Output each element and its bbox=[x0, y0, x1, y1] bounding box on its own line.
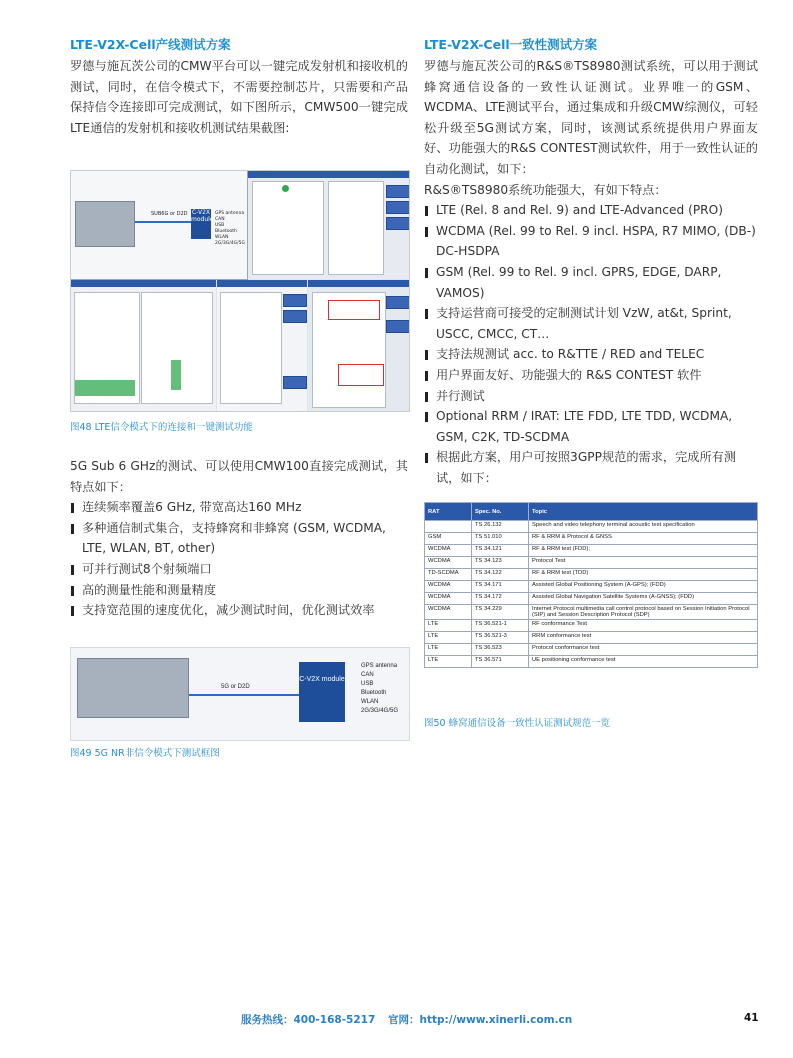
right-feature-item: Optional RRM / IRAT: LTE FDD, LTE TDD, WCDMA, GSM, C2K, TD-SCDMA bbox=[424, 406, 758, 447]
table-row bbox=[425, 569, 758, 581]
table-cell: TS 34.171 bbox=[472, 581, 529, 593]
fig49-module-label: C-V2X module bbox=[299, 676, 345, 683]
fig49-port-list bbox=[361, 662, 398, 716]
fig48-link-label: SUB6G or D2D bbox=[151, 211, 188, 217]
softkey bbox=[386, 217, 410, 230]
softkey bbox=[386, 320, 410, 333]
table-row bbox=[425, 533, 758, 545]
summary-panel bbox=[220, 292, 282, 404]
fig49-module bbox=[299, 662, 345, 722]
fig49-diagram bbox=[70, 647, 410, 741]
table-cell: TD-SCDMA bbox=[425, 569, 472, 581]
fig48-config-panel bbox=[248, 171, 409, 279]
left-feature-item: 支持宽范围的速度优化，减少测试时间，优化测试效率 bbox=[70, 600, 408, 621]
fig48-port: USB bbox=[215, 223, 225, 228]
fig48-module bbox=[191, 209, 214, 239]
table-cell: TS 51.010 bbox=[472, 533, 529, 545]
panel-header bbox=[248, 171, 409, 178]
footer-hotline: 服务热线：400-168-5217 bbox=[241, 1014, 376, 1026]
highlight-box bbox=[338, 364, 384, 386]
softkey bbox=[283, 376, 307, 389]
left-features-block bbox=[70, 456, 408, 621]
table-row bbox=[425, 593, 758, 605]
table-cell: LTE bbox=[425, 632, 472, 644]
fig48-caption: 图48 LTE信令模式下的连接和一键测试功能 bbox=[70, 422, 253, 433]
table-header-cell: RAT bbox=[425, 503, 472, 521]
table-cell: Assisted Global Positioning System (A-GPS); (FDD) bbox=[529, 581, 758, 593]
right-feature-item: 支持法规测试 acc. to R&TTE / RED and TELEC bbox=[424, 344, 758, 365]
table-cell: RF & RRM test (FDD); bbox=[529, 545, 758, 557]
spectrum-trace bbox=[75, 380, 135, 396]
table-cell: Speech and video telephony terminal acoustic test specification bbox=[529, 521, 758, 533]
fig49-link-label: 5G or D2D bbox=[221, 684, 250, 690]
fig48-port-list bbox=[215, 211, 245, 247]
table-row bbox=[425, 521, 758, 533]
page-number: 41 bbox=[744, 1012, 759, 1024]
table-cell: LTE bbox=[425, 644, 472, 656]
params-panel bbox=[328, 181, 384, 275]
fig49-port: 2G/3G/4G/5G bbox=[361, 708, 399, 714]
left-column bbox=[70, 36, 408, 138]
fig48-signal-panel bbox=[308, 280, 409, 411]
table-body bbox=[425, 521, 758, 668]
softkey bbox=[386, 296, 410, 309]
softkey bbox=[283, 310, 307, 323]
fig48-screenshot bbox=[70, 170, 410, 412]
table-cell: RF & RRM & Protocol & GNSS bbox=[529, 533, 758, 545]
fig48-port: WLAN bbox=[215, 235, 229, 240]
right-feature-item: 用户界面友好、功能强大的 R&S CONTEST 软件 bbox=[424, 365, 758, 386]
link-line bbox=[189, 694, 299, 696]
table-cell: RF & RRM test (TDD) bbox=[529, 569, 758, 581]
table-cell: TS 36.571 bbox=[472, 656, 529, 668]
fig50-caption: 图50 蜂窝通信设备一致性认证测试规范一览 bbox=[424, 718, 611, 729]
table-row bbox=[425, 620, 758, 632]
fig48-module-label: C-V2X module bbox=[191, 209, 214, 223]
table-cell: WCDMA bbox=[425, 545, 472, 557]
table-cell: WCDMA bbox=[425, 605, 472, 620]
link-line bbox=[135, 221, 191, 223]
table-cell: TS 36.521-3 bbox=[472, 632, 529, 644]
table-header-row bbox=[425, 503, 758, 521]
right-feature-item: WCDMA (Rel. 99 to Rel. 9 incl. HSPA, R7 MIMO, (DB-) DC-HSDPA bbox=[424, 221, 758, 262]
highlight-box bbox=[328, 300, 380, 320]
table-cell: TS 34.229 bbox=[472, 605, 529, 620]
softkey bbox=[386, 201, 410, 214]
footer-website[interactable]: 官网：http://www.xinerli.com.cn bbox=[388, 1014, 573, 1026]
settings-panel bbox=[252, 181, 324, 275]
fig49-port: USB bbox=[361, 681, 374, 687]
table-cell: Protocol Test bbox=[529, 557, 758, 569]
spectrum-trace bbox=[171, 360, 181, 390]
fig48-port: CAN bbox=[215, 217, 225, 222]
table-header-cell: Topic bbox=[529, 503, 758, 521]
softkey bbox=[386, 185, 410, 198]
right-sub: R&S®TS8980系统功能强大，有如下特点： bbox=[424, 182, 667, 197]
fig48-port: 2G/3G/4G/5G bbox=[215, 241, 245, 246]
table-cell: UE positioning conformance test bbox=[529, 656, 758, 668]
table-cell: TS 26.132 bbox=[472, 521, 529, 533]
table-cell: TS 36.521-1 bbox=[472, 620, 529, 632]
panel-header bbox=[217, 280, 307, 287]
table-row bbox=[425, 545, 758, 557]
panel-header bbox=[71, 280, 216, 287]
table-cell: Protocol conformance test bbox=[529, 644, 758, 656]
left-heading: LTE-V2X-Cell产线测试方案 bbox=[70, 37, 231, 52]
table-cell: TS 34.123 bbox=[472, 557, 529, 569]
left-intro: 罗德与施瓦茨公司的CMW平台可以一键完成发射机和接收机的测试，同时，在信令模式下，不需要控制芯片，只需要和产品保持信令连接即可完成测试，如下图所示，CMW500一键完成LTE通信的发射机和接收机测试结果截图: bbox=[70, 59, 408, 135]
cmw-instrument bbox=[75, 201, 135, 247]
table-row bbox=[425, 605, 758, 620]
left-feature-list bbox=[70, 497, 408, 621]
table-cell: RF conformance Test bbox=[529, 620, 758, 632]
fig49-port: GPS antenna bbox=[361, 663, 398, 669]
right-feature-item: LTE (Rel. 8 and Rel. 9) and LTE-Advanced (PRO) bbox=[424, 200, 758, 221]
table-cell: TS 34.172 bbox=[472, 593, 529, 605]
fig49-port: CAN bbox=[361, 672, 374, 678]
table-cell: WCDMA bbox=[425, 581, 472, 593]
table-cell: GSM bbox=[425, 533, 472, 545]
right-feature-item: 并行测试 bbox=[424, 386, 758, 407]
table-cell: WCDMA bbox=[425, 557, 472, 569]
right-heading: LTE-V2X-Cell一致性测试方案 bbox=[424, 37, 598, 52]
left-feature-item: 高的测量性能和测量精度 bbox=[70, 580, 408, 601]
fig49-port: WLAN bbox=[361, 699, 379, 705]
table-cell: TS 34.121 bbox=[472, 545, 529, 557]
table-row bbox=[425, 581, 758, 593]
status-led bbox=[282, 185, 289, 192]
table-cell: WCDMA bbox=[425, 593, 472, 605]
table-header-cell: Spec. No. bbox=[472, 503, 529, 521]
table-cell: TS 36.523 bbox=[472, 644, 529, 656]
table-row bbox=[425, 632, 758, 644]
fig48-port: GPS antenna bbox=[215, 211, 245, 216]
table-row bbox=[425, 656, 758, 668]
table-cell bbox=[425, 521, 472, 533]
right-intro: 罗德与施瓦茨公司的R&S®TS8980测试系统，可以用于测试蜂窝通信设备的一致性认证测试。业界唯一的GSM、WCDMA、LTE测试平台，通过集成和升级CMW综测仪，可轻松升级至5G测试方案，同时，该测试系统提供用户界面友好、功能强大的R&S CONTEST测试软件，用于一致性认证的自动化测试，如下： bbox=[424, 59, 758, 176]
softkey bbox=[283, 294, 307, 307]
right-feature-item: GSM (Rel. 99 to Rel. 9 incl. GPRS, EDGE, DARP, VAMOS) bbox=[424, 262, 758, 303]
left-para2: 5G Sub 6 GHz的测试、可以使用CMW100直接完成测试，其特点如下： bbox=[70, 459, 408, 494]
fig48-results-panel bbox=[71, 280, 216, 411]
left-feature-item: 连续频率覆盖6 GHz, 带宽高达160 MHz bbox=[70, 497, 408, 518]
table-cell: LTE bbox=[425, 656, 472, 668]
fig49-caption: 图49 5G NR非信令模式下测试框图 bbox=[70, 748, 220, 759]
table-cell: RRM conformance test bbox=[529, 632, 758, 644]
fig48-connection-diagram bbox=[71, 171, 248, 280]
right-feature-item: 根据此方案，用户可按照3GPP规范的需求，完成所有测试，如下： bbox=[424, 447, 758, 488]
right-feature-item: 支持运营商可接受的定制测试计划 VzW, at&t, Sprint, USCC, CMCC, CT… bbox=[424, 303, 758, 344]
left-feature-item: 可并行测试8个射频端口 bbox=[70, 559, 408, 580]
right-column bbox=[424, 36, 758, 488]
spec-table bbox=[424, 502, 758, 668]
left-feature-item: 多种通信制式集合，支持蜂窝和非蜂窝 (GSM, WCDMA, LTE, WLAN, BT, other) bbox=[70, 518, 408, 559]
table-cell: Internet Protocol multimedia call control protocol based on Session Initiation Protocol (SIP) and Session Description Protocol (SDP) bbox=[529, 605, 758, 620]
fig49-port: Bluetooth bbox=[361, 690, 387, 696]
right-feature-list bbox=[424, 200, 758, 488]
table-cell: Assisted Global Navigation Satellite Systems (A-GNSS); (FDD) bbox=[529, 593, 758, 605]
fig48-port: Bluetooth bbox=[215, 229, 237, 234]
table-row bbox=[425, 644, 758, 656]
table-row bbox=[425, 557, 758, 569]
cmw100-instrument bbox=[77, 658, 189, 718]
fig48-softkeys bbox=[217, 280, 307, 411]
panel-header bbox=[308, 280, 409, 287]
table-cell: TS 34.122 bbox=[472, 569, 529, 581]
table-cell: LTE bbox=[425, 620, 472, 632]
